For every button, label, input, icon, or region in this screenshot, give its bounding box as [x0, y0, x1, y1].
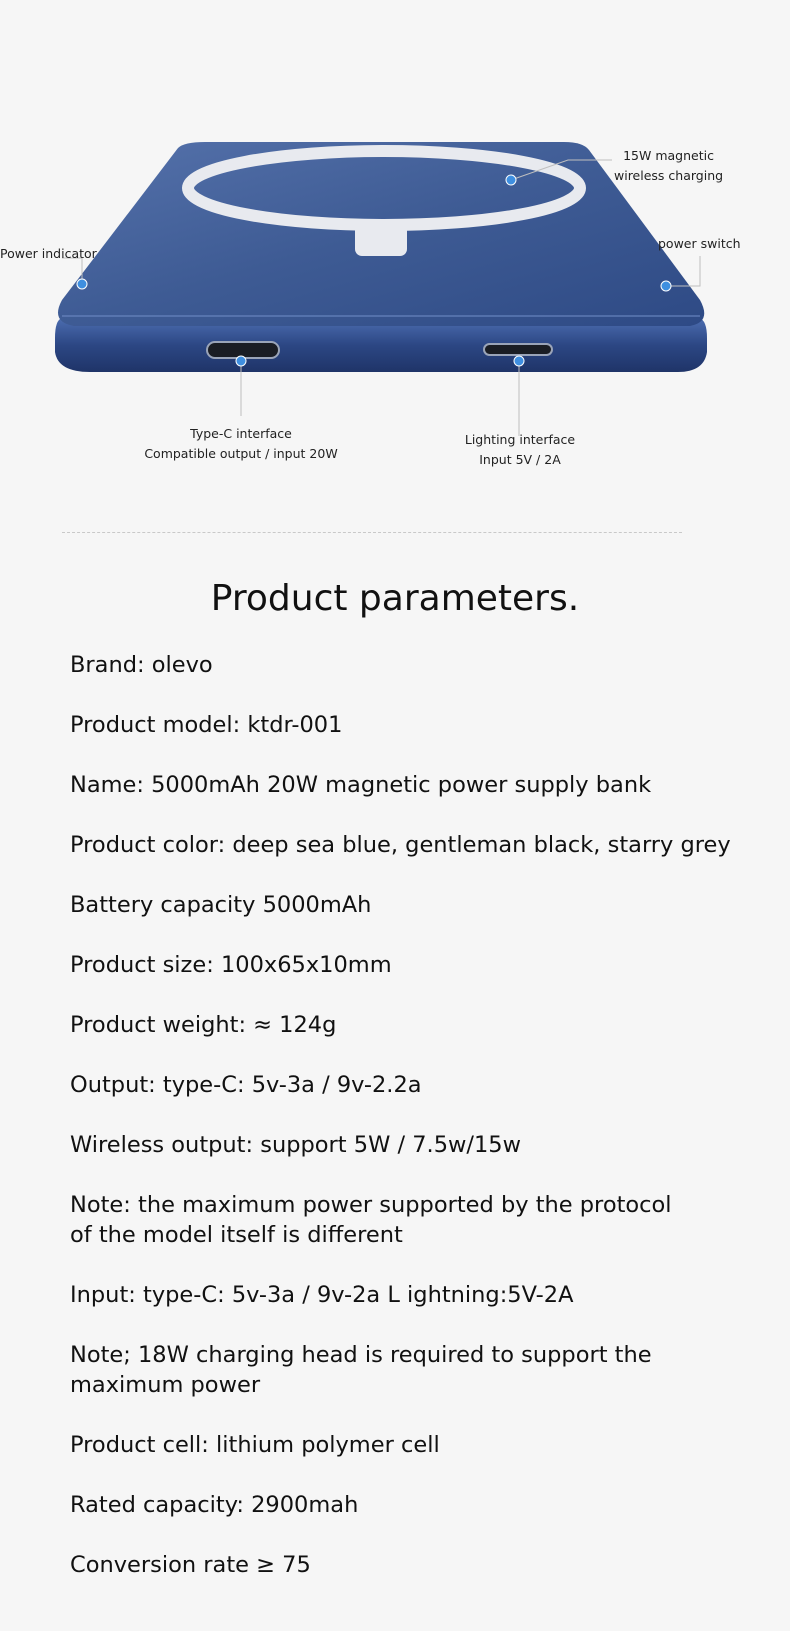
params-title: Product parameters. — [210, 578, 580, 619]
product-diagram — [0, 0, 790, 500]
param-item: Product model: ktdr-001 — [70, 712, 343, 738]
param-item-note: Note; 18W charging head is required to support the maximum power — [70, 1342, 652, 1398]
power-indicator-label: Power indicator — [0, 246, 97, 261]
power-indicator-dot — [77, 279, 87, 289]
param-item: Output: type-C: 5v-3a / 9v-2.2a — [70, 1072, 422, 1098]
param-item: Product cell: lithium polymer cell — [70, 1432, 440, 1458]
param-item: Input: type-C: 5v-3a / 9v-2a L ightning:5V-2A — [70, 1282, 574, 1308]
param-item: Name: 5000mAh 20W magnetic power supply bank — [70, 772, 652, 798]
power-switch-dot — [661, 281, 671, 291]
param-item: Rated capacity: 2900mah — [70, 1492, 359, 1518]
lighting-port — [484, 344, 552, 355]
typec-interface-label: Type-C interface Compatible output / input 20W — [144, 426, 338, 461]
typec-port — [207, 342, 279, 358]
param-item: Battery capacity 5000mAh — [70, 892, 372, 918]
param-item: Product size: 100x65x10mm — [70, 952, 392, 978]
wireless-charging-label: 15W magnetic wireless charging — [614, 148, 724, 183]
center-logo — [355, 224, 407, 256]
device-side — [55, 318, 707, 372]
typec-dot — [236, 356, 246, 366]
param-item: Brand: olevo — [70, 652, 213, 678]
lighting-interface-label: Lighting interface Input 5V / 2A — [464, 432, 576, 467]
param-item: Conversion rate ≥ 75 — [70, 1552, 311, 1578]
wireless-dot — [506, 175, 516, 185]
param-item: Wireless output: support 5W / 7.5w/15w — [70, 1132, 522, 1158]
param-item: Product color: deep sea blue, gentleman black, starry grey — [70, 832, 731, 858]
section-divider — [62, 532, 682, 533]
lighting-dot — [514, 356, 524, 366]
param-item: Product weight: ≈ 124g — [70, 1012, 337, 1038]
param-item-note: Note: the maximum power supported by the protocol of the model itself is different — [70, 1192, 672, 1248]
power-switch-label: power switch — [658, 236, 741, 251]
